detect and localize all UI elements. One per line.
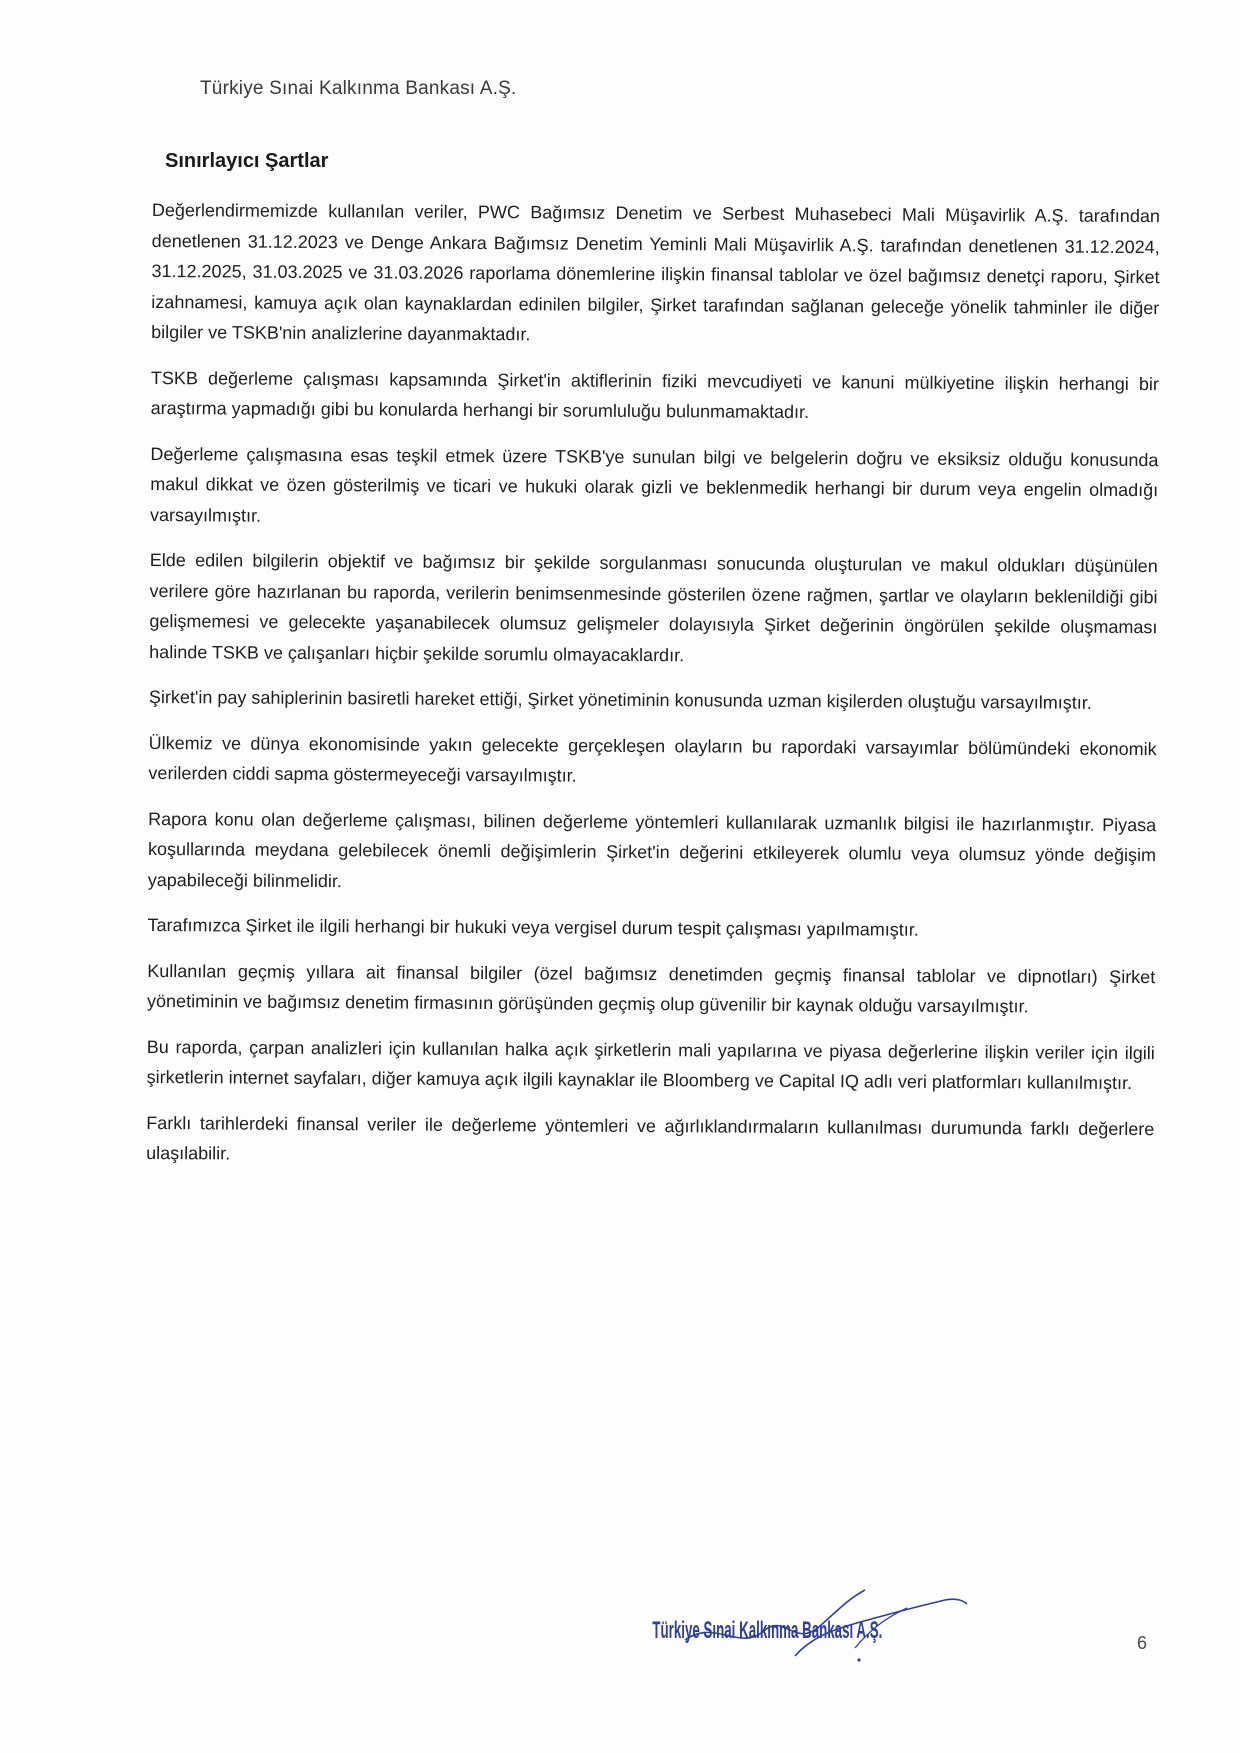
body-text bbox=[146, 195, 1160, 1190]
page-number: 6 bbox=[1137, 1633, 1148, 1653]
company-stamp-signature bbox=[645, 1578, 1005, 1668]
header-bank-name: Türkiye Sınai Kalkınma Bankası A.Ş. bbox=[200, 78, 517, 99]
signature-dot bbox=[857, 1658, 860, 1661]
paragraph-economic-assumptions: Ülkemiz ve dünya ekonomisinde yakın gelecekte gerçekleşen olayların bu rapordaki varsayımlar bölümündeki ekonomik verilerden ciddi sapma göstermeyeceği varsayılmıştır. bbox=[148, 732, 1157, 786]
paragraph-different-values: Farklı tarihlerdeki finansal veriler ile değerleme yöntemleri ve ağırlıklandırmaların kullanılması durumunda farklı değerlere ulaşılabilir. bbox=[146, 1112, 1155, 1164]
paragraph-shareholders: Şirket'in pay sahiplerinin basiretli hareket ettiği, Şirket yönetiminin konusunda uzman kişilerden oluştuğu varsayılmıştır. bbox=[148, 686, 1092, 713]
paragraph-data-sources: Değerlendirmemizde kullanılan veriler, PWC Bağımsız Denetim ve Serbest Muhasebeci Mali Müşavirlik A.Ş. tarafından denetlenen 31.12.2023 ve Denge Ankara Bağımsız Denetim Yeminli Mali Müşavirlik A.Ş. tarafından denetlenen 31.12.2024, 31.12.2025, 31.03.2025 ve 31.03.2026 raporlama dönemlerine ilişkin finansal tablolar ve özel bağımsız denetçi raporu, Şirket izahnamesi, kamuya açık olan kaynaklardan edinilen bilgiler, Şirket tarafından sağlanan geleceğe yönelik tahminler ile diğer bilgiler ve TSKB'nin analizlerine dayanmaktadır. bbox=[151, 199, 1160, 345]
stamp-text: Türkiye Sınai Kalkınma Bankası A.Ş. bbox=[652, 1615, 883, 1644]
paragraph-liability: Elde edilen bilgilerin objektif ve bağımsız bir şekilde sorgulanması sonucunda oluşturulan ve makul oldukları düşünülen verilere göre hazırlanan bu raporda, verilerin benimsenmesinde gösterilen özene rağmen, şartlar ve olayların beklenildiği gibi gelişmemesi ve gelecekte yaşanabilecek olumsuz gelişmeler dolayısıyla Şirket değerinin öngörülen şekilde oluşmaması halinde TSKB ve çalışanları hiçbir şekilde sorumlu olmayacaklardır. bbox=[149, 549, 1158, 665]
paragraph-information-accuracy: Değerleme çalışmasına esas teşkil etmek üzere TSKB'ye sunulan bilgi ve belgelerin doğru ve eksiksiz olduğu konusunda makul dikkat ve özen gösterilmiş ve ticari ve hukuki olarak gizli ve beklenmedik herhangi bir durum veya engelin olmadığı varsayılmıştır. bbox=[149, 443, 1159, 526]
paragraph-legal-tax: Tarafımızca Şirket ile ilgili herhangi bir hukuki veya vergisel durum tespit çalışması yapılmamıştır. bbox=[147, 914, 919, 940]
paragraph-multiples-data: Bu raporda, çarpan analizleri için kullanılan halka açık şirketlerin mali yapılarına ve piyasa değerlerine ilişkin veriler için ilgili şirketlerin internet sayfaları, diğer kamuya açık ilgili kaynaklar ile Bloomberg ve Capital IQ adlı veri platformları kullanılmıştır. bbox=[146, 1036, 1155, 1094]
paragraph-historical-financials: Kullanılan geçmiş yıllara ait finansal bilgiler (özel bağımsız denetimden geçmiş finansal tablolar ve dipnotları) Şirket yönetiminin ve bağımsız denetim firmasının görüşünden geçmiş olup güvenilir bir kaynak olduğu varsayılmıştır. bbox=[147, 960, 1156, 1017]
paragraph-valuation-methods: Rapora konu olan değerleme çalışması, bilinen değerleme yöntemleri kullanılarak uzmanlık bilgisi ile hazırlanmıştır. Piyasa koşullarında meydana gelebilecek önemli değişimlerin Şirket'in değerini etkileyerek olumlu veya olumsuz yönde değişim yapabileceği bilinmelidir. bbox=[147, 808, 1157, 891]
paragraph-asset-existence: TSKB değerleme çalışması kapsamında Şirket'in aktiflerinin fiziki mevcudiyeti ve kanuni mülkiyetine ilişkin herhangi bir araştırma yapmadığı gibi bu konularda herhangi bir sorumluluğu bulunmamaktadır. bbox=[150, 367, 1159, 423]
section-title: Sınırlayıcı Şartlar bbox=[165, 150, 329, 172]
